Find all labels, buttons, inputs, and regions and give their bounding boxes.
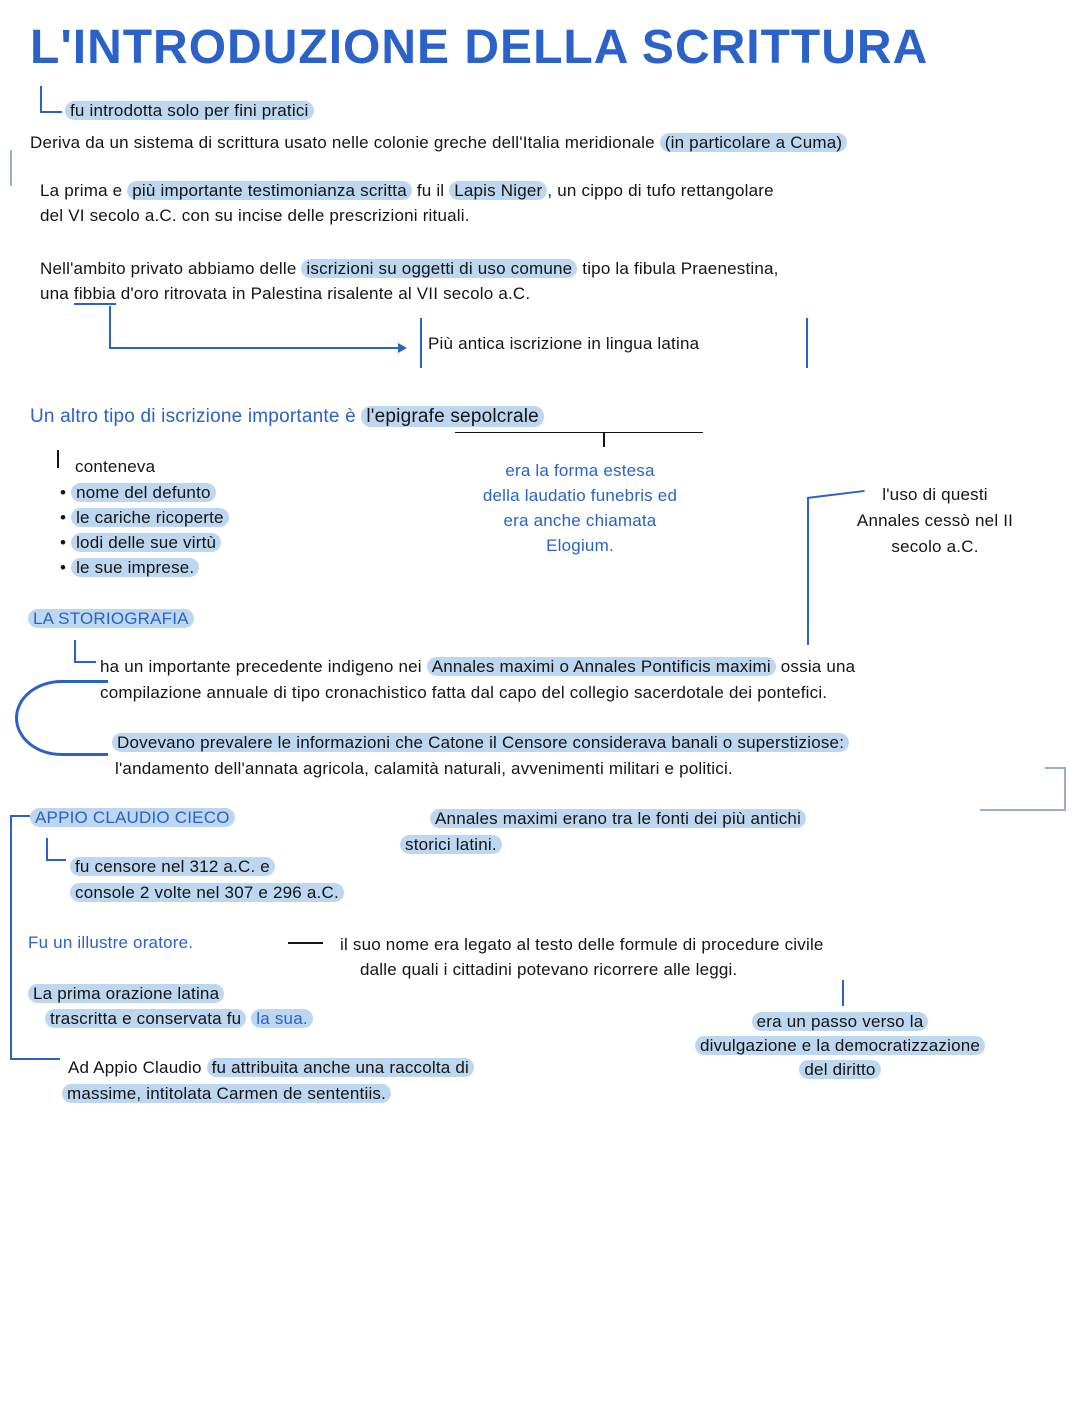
text: Ad Appio Claudio <box>68 1058 202 1077</box>
arrow-connector <box>980 809 1066 811</box>
curly-connector <box>10 150 12 186</box>
highlight: Lapis Niger <box>449 181 547 200</box>
purpose-text: fu introdotta solo per fini pratici <box>65 101 314 120</box>
text: secolo a.C. <box>891 537 979 556</box>
underline <box>455 432 703 433</box>
arrow-connector <box>288 942 323 944</box>
oldest-note: Più antica iscrizione in lingua latina <box>428 334 700 353</box>
arrow-connector <box>842 980 844 1006</box>
highlight: iscrizioni su oggetti di uso comune <box>301 259 577 278</box>
arrow-connector <box>74 661 96 663</box>
first-oration-text: La prima orazione latina <box>28 984 224 1003</box>
arrow-connector <box>74 640 76 662</box>
origin-line <box>30 132 847 154</box>
origin-text: Deriva da un sistema di scrittura usato nelle colonie greche dell'Italia meridionale <box>30 133 655 152</box>
text: divulgazione e la democratizzazione <box>695 1036 985 1055</box>
arrow-connector <box>40 86 42 112</box>
text: ha un importante precedente indigeno nei <box>100 657 422 676</box>
highlight: Annales maximi o Annales Pontificis maximi <box>427 657 776 676</box>
text: Annales cessò nel II <box>856 511 1014 530</box>
text: Nell'ambito privato abbiamo delle <box>40 259 297 278</box>
arrow-connector <box>109 306 111 348</box>
arrow-connector <box>46 838 48 860</box>
highlight: l'epigrafe sepolcrale <box>361 406 544 427</box>
historiography-line-1 <box>100 656 855 678</box>
text: della laudatio funebris ed <box>482 486 678 505</box>
censor-text: fu censore nel 312 a.C. e <box>70 857 275 876</box>
transcribed-line <box>45 1008 313 1030</box>
orator-text: Fu un illustre oratore. <box>28 933 194 952</box>
arrow-connector <box>46 859 66 861</box>
bracket-connector <box>10 815 30 817</box>
highlight: più importante testimonianza scritta <box>127 181 412 200</box>
text: dalle quali i cittadini potevano ricorrere alle leggi. <box>360 960 738 979</box>
text: La prima e <box>40 181 123 200</box>
appio-heading: APPIO CLAUDIO CIECO <box>30 808 235 827</box>
list-item: • le sue imprese. <box>60 557 199 579</box>
historiography-line-2: compilazione annuale di tipo cronachistico fatta dal capo del collegio sacerdotale dei pontefici. <box>100 683 828 702</box>
highlight: la sua. <box>251 1009 313 1028</box>
list-item: • nome del defunto <box>60 482 216 504</box>
underlined-word: fibbia <box>73 284 116 303</box>
text: era un passo verso la <box>752 1012 929 1031</box>
text: le cariche ricoperte <box>71 508 229 527</box>
private-line-2 <box>40 283 530 305</box>
text: era anche chiamata <box>503 511 657 530</box>
text: il suo nome era legato al testo delle formule di procedure civile <box>340 935 824 954</box>
page-title: L'INTRODUZIONE DELLA SCRITTURA <box>30 21 929 74</box>
step-note <box>630 1010 1050 1082</box>
text: Un altro tipo di iscrizione importante è <box>30 406 356 427</box>
arrow-connector <box>57 450 59 468</box>
text: d'oro ritrovata in Palestina risalente al VII secolo a.C. <box>120 284 531 303</box>
highlight: trascritta e conservata fu <box>45 1009 246 1028</box>
historiography-line-3: Dovevano prevalere le informazioni che Catone il Censore considerava banali o superstiziose: <box>112 733 849 752</box>
text: fu il <box>416 181 445 200</box>
bracket-connector <box>10 815 12 1060</box>
text: lodi delle sue virtù <box>71 533 221 552</box>
consul-text: console 2 volte nel 307 e 296 a.C. <box>70 883 344 902</box>
text: del diritto <box>799 1060 880 1079</box>
text: storici latini. <box>400 835 502 854</box>
historiography-line-4: l'andamento dell'annata agricola, calamità naturali, avvenimenti militari e politici. <box>115 759 733 778</box>
arrow-connector <box>807 497 809 645</box>
contained-label: conteneva <box>75 457 156 476</box>
sources-note <box>400 806 960 858</box>
arrow-connector <box>1045 767 1065 769</box>
highlight: fu attribuita anche una raccolta di <box>207 1058 474 1077</box>
text: , un cippo di tufo rettangolare <box>547 181 774 200</box>
arrow-connector <box>109 347 399 349</box>
lapis-line-2: del VI secolo a.C. con su incise delle prescrizioni rituali. <box>40 206 470 225</box>
text: le sue imprese. <box>71 558 199 577</box>
maxims-line <box>68 1057 474 1079</box>
private-line <box>40 258 779 280</box>
list-item: • le cariche ricoperte <box>60 507 229 529</box>
epigraph-note <box>430 458 730 558</box>
text: una <box>40 284 69 303</box>
text: Annales maximi erano tra le fonti dei più antichi <box>430 809 806 828</box>
arrow-connector <box>10 1058 60 1060</box>
text: ossia una <box>780 657 856 676</box>
text: nome del defunto <box>71 483 216 502</box>
lapis-line <box>40 180 774 202</box>
epigraph-heading <box>30 406 544 428</box>
annales-end-note <box>815 482 1055 560</box>
maxims-line-2: massime, intitolata Carmen de sententiis. <box>62 1084 391 1103</box>
text: Elogium. <box>546 536 614 555</box>
text: l'uso di questi <box>882 485 988 504</box>
formulas-note <box>340 932 824 982</box>
arrow-connector <box>1064 767 1066 811</box>
text: tipo la fibula Praenestina, <box>582 259 779 278</box>
arrow-connector <box>40 111 62 113</box>
curly-connector <box>15 680 108 756</box>
historiography-heading: LA STORIOGRAFIA <box>28 609 194 628</box>
arrow-head-icon <box>398 343 407 353</box>
list-item: • lodi delle sue virtù <box>60 532 221 554</box>
origin-note: (in particolare a Cuma) <box>660 133 848 152</box>
arrow-connector <box>603 433 605 447</box>
text: era la forma estesa <box>505 461 655 480</box>
